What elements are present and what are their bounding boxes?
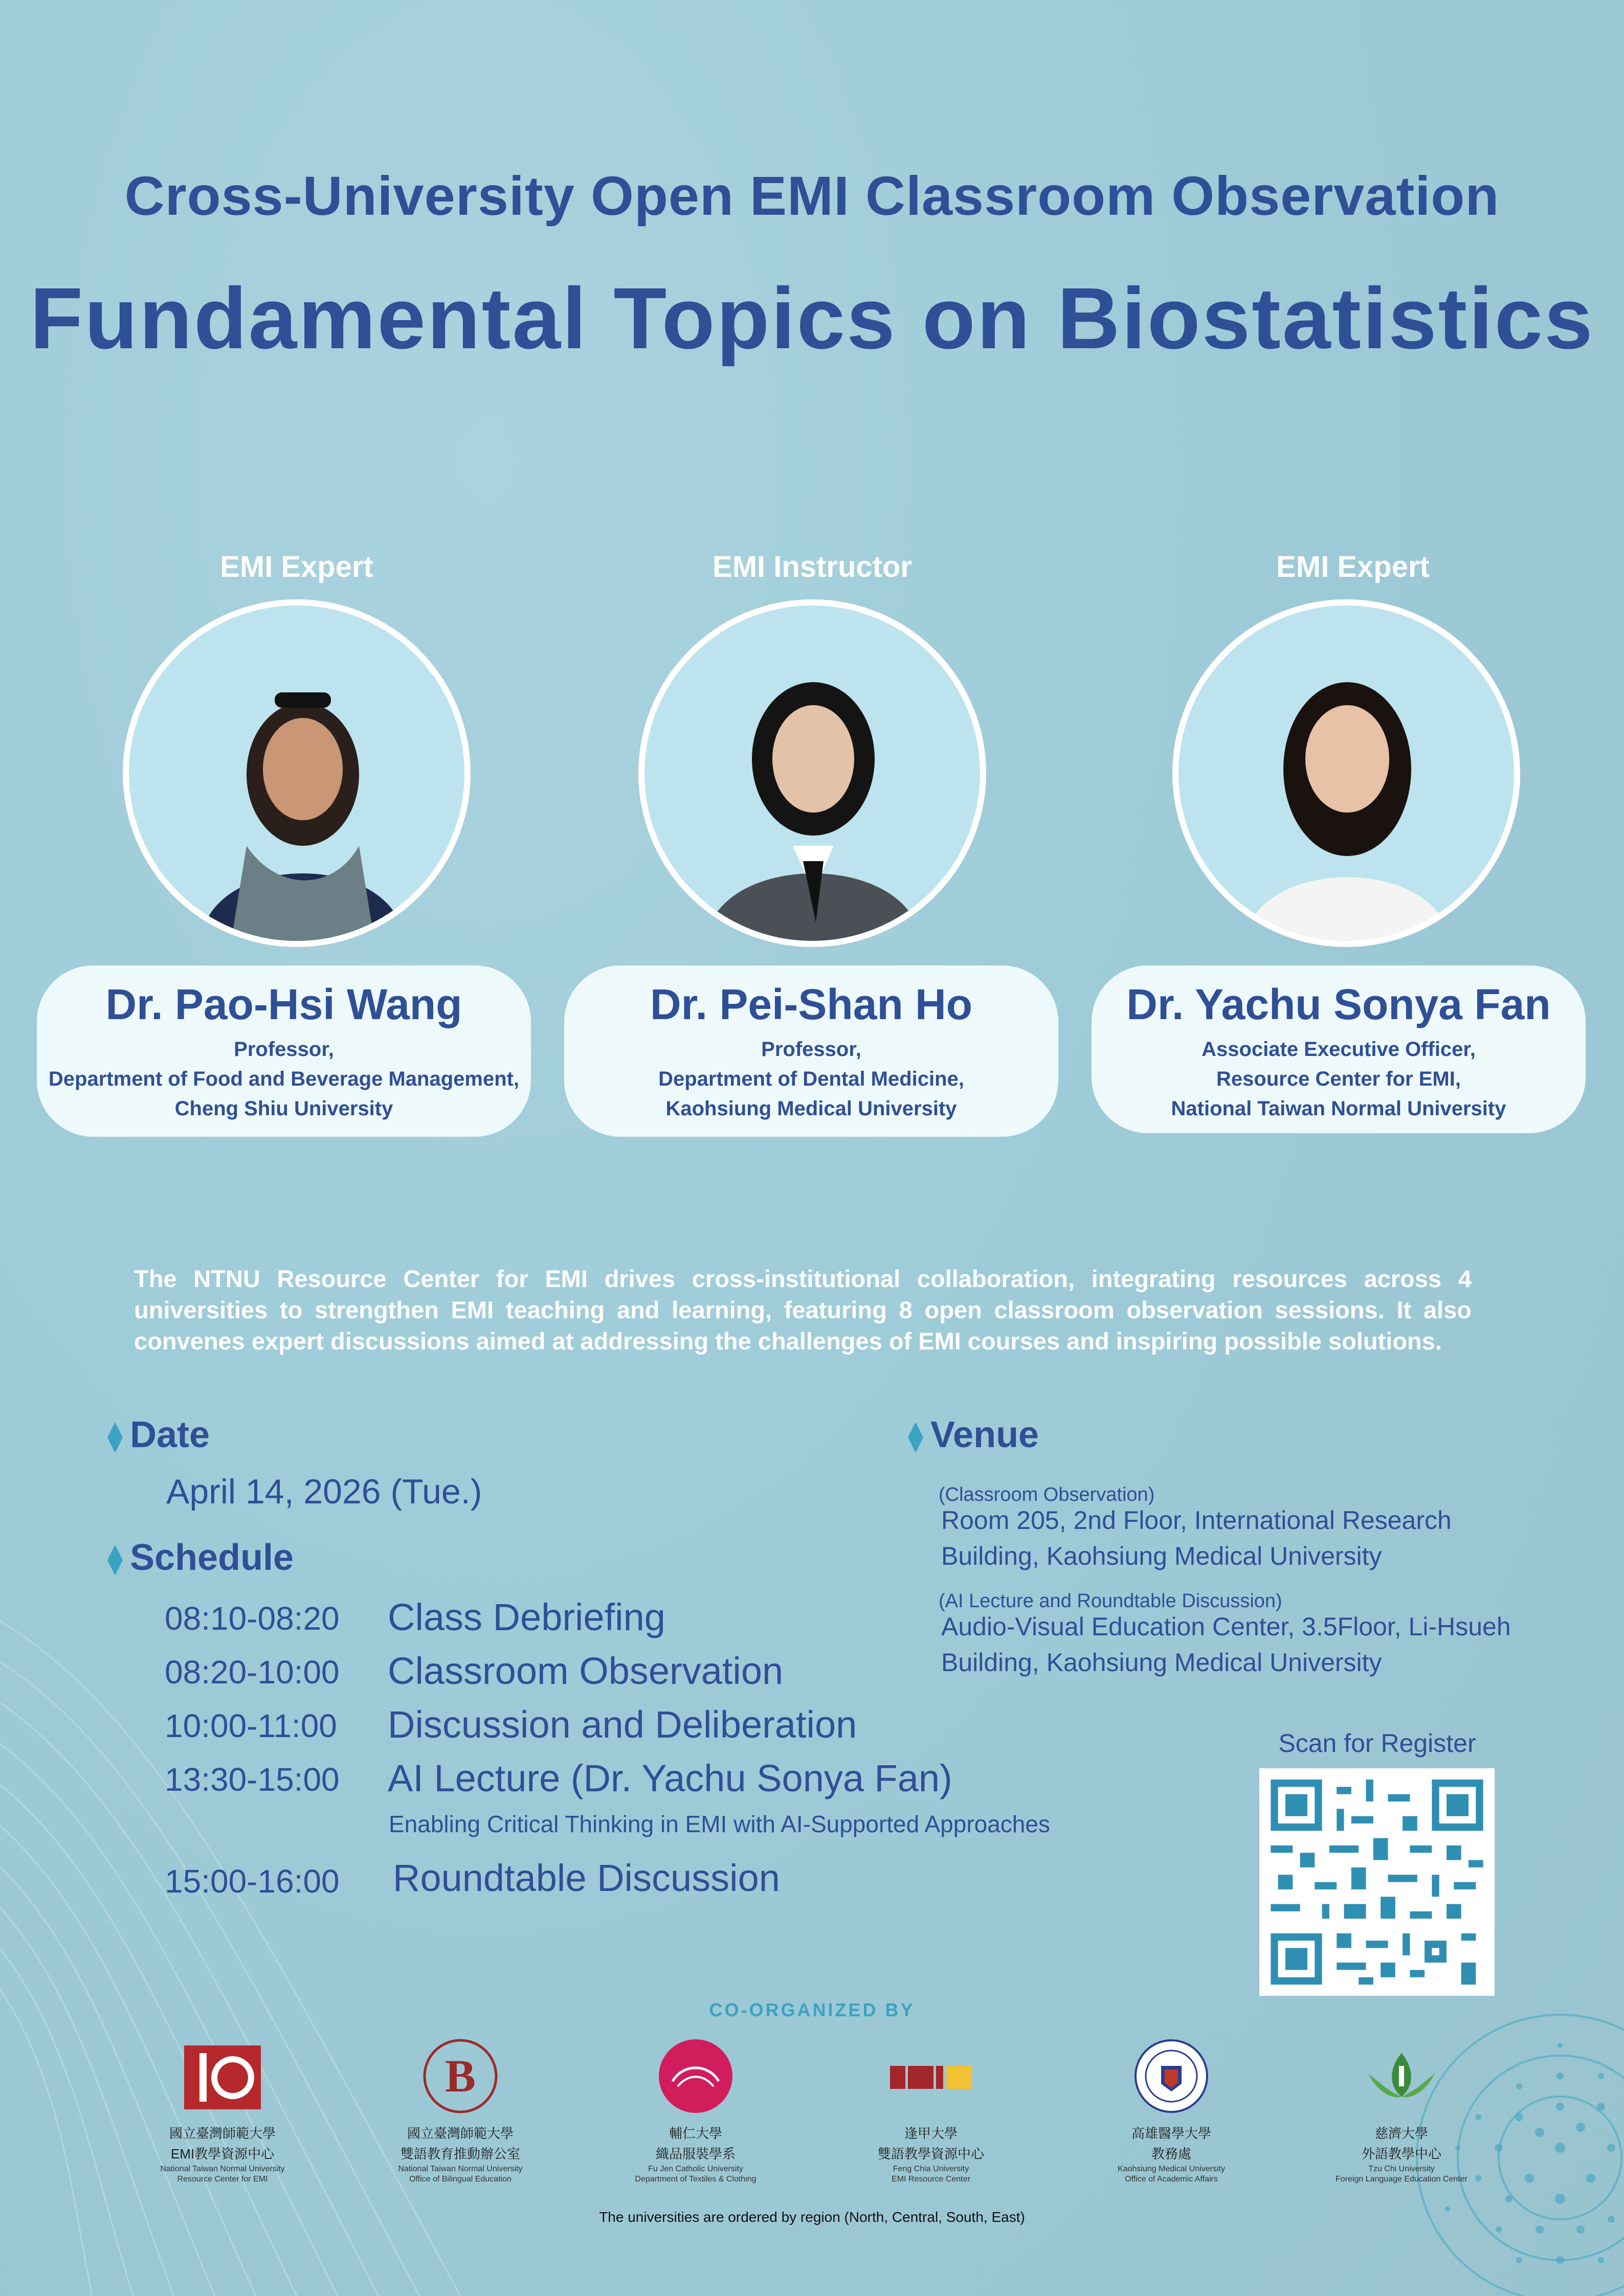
- org-2-zh-name: 國立臺灣師範大學: [407, 2126, 514, 2141]
- org-2-en-name: National Taiwan Normal University: [398, 2165, 523, 2173]
- org-5-zh-name: 高雄醫學大學: [1131, 2126, 1211, 2141]
- speaker-2-department: Department of Dental Medicine,: [658, 1068, 964, 1090]
- org-4: [839, 2038, 1023, 2185]
- schedule-title-1: Class Debriefing: [388, 1596, 665, 1638]
- date-value: April 14, 2026 (Tue.): [166, 1472, 482, 1511]
- org-1-zh-unit: EMI教學資源中心: [170, 2146, 275, 2162]
- org-4-zh-name: 逢甲大學: [904, 2126, 958, 2141]
- venue-1-line-1: Room 205, 2nd Floor, International Research: [941, 1506, 1452, 1535]
- fju-textiles-logo-icon: [652, 2038, 739, 2114]
- org-1-zh-name: 國立臺灣師範大學: [169, 2126, 276, 2141]
- speaker-2-title: Professor,: [761, 1038, 861, 1061]
- venue-2-line-1: Audio-Visual Education Center, 3.5Floor, Li-Hsueh: [941, 1612, 1511, 1641]
- schedule-heading: [107, 1537, 294, 1579]
- org-2-en-unit: Office of Bilingual Education: [409, 2175, 511, 2184]
- person-icon: [1178, 605, 1514, 941]
- org-6-en-unit: Foreign Language Education Center: [1336, 2175, 1467, 2184]
- speaker-3-title: Associate Executive Officer,: [1202, 1038, 1476, 1061]
- venue-heading: [908, 1414, 1039, 1456]
- register-label: Scan for Register: [1278, 1729, 1476, 1758]
- schedule-title-4: AI Lecture (Dr. Yachu Sonya Fan): [388, 1757, 952, 1799]
- speaker-2-university: Kaohsiung Medical University: [665, 1097, 957, 1120]
- org-6: [1309, 2038, 1494, 2185]
- diamond-bullet-icon: [107, 1545, 123, 1575]
- org-4-en-name: Feng Chia University: [893, 2165, 969, 2173]
- coorganizers-heading: CO-ORGANIZED BY: [709, 1999, 915, 2020]
- schedule-note-4: Enabling Critical Thinking in EMI with AI-Supported Approaches: [389, 1811, 1050, 1837]
- venue-2-address: [941, 1609, 1511, 1680]
- ntnu-bilingual-logo-icon: [417, 2038, 504, 2114]
- speaker-1-title: Professor,: [234, 1038, 334, 1061]
- event-title: Fundamental Topics on Biostatistics: [30, 270, 1594, 367]
- org-6-zh-unit: 外語教學中心: [1361, 2146, 1441, 2162]
- speaker-1-name: Dr. Pao-Hsi Wang: [105, 980, 462, 1028]
- org-2: [368, 2038, 552, 2185]
- schedule-heading-label: Schedule: [130, 1537, 294, 1578]
- venue-1-line-2: Building, Kaohsiung Medical University: [941, 1542, 1382, 1570]
- speaker-2-role: EMI Instructor: [713, 550, 912, 583]
- org-3-zh-name: 輔仁大學: [669, 2126, 722, 2141]
- speaker-2-photo: [638, 599, 986, 947]
- org-3-en-unit: Department of Textiles & Clothing: [635, 2175, 757, 2184]
- schedule-title-5: Roundtable Discussion: [393, 1857, 780, 1899]
- date-heading: [107, 1414, 210, 1456]
- org-2-zh-unit: 雙語教育推動辦公室: [400, 2146, 520, 2162]
- venue-2-line-2: Building, Kaohsiung Medical University: [941, 1648, 1382, 1677]
- speaker-1-role: EMI Expert: [220, 550, 373, 583]
- org-5-en-unit: Office of Academic Affairs: [1125, 2175, 1218, 2184]
- person-icon: [644, 605, 980, 941]
- org-5: [1079, 2038, 1263, 2185]
- event-subtitle: Cross-University Open EMI Classroom Observation: [124, 165, 1500, 227]
- org-5-zh-unit: 教務處: [1151, 2146, 1191, 2162]
- schedule-time-4: 13:30-15:00: [165, 1761, 340, 1798]
- org-4-zh-unit: 雙語教學資源中心: [877, 2146, 984, 2162]
- diamond-bullet-icon: [107, 1422, 123, 1453]
- org-1-en-name: National Taiwan Normal University: [160, 2165, 285, 2173]
- venue-1-tag: (Classroom Observation): [939, 1484, 1155, 1505]
- speaker-3-card: [1092, 965, 1586, 1133]
- speaker-1-photo: [123, 599, 471, 947]
- schedule-time-5: 15:00-16:00: [165, 1863, 340, 1900]
- date-heading-label: Date: [130, 1414, 210, 1455]
- fcu-emirc-logo-icon: [887, 2038, 974, 2114]
- tcu-lotus-logo-icon: [1358, 2038, 1445, 2114]
- svg-text:B: B: [444, 2051, 476, 2102]
- speaker-3-name: Dr. Yachu Sonya Fan: [1126, 980, 1551, 1028]
- speaker-1-card: [37, 965, 531, 1137]
- diamond-bullet-icon: [908, 1422, 923, 1453]
- schedule-time-1: 08:10-08:20: [165, 1600, 340, 1637]
- speaker-2-card: [564, 965, 1058, 1137]
- intro-paragraph: The NTNU Resource Center for EMI drives cross-institutional collaboration, integrating resources across 4 universities to strengthen EMI teaching and learning, featuring 8 open classroom observation sessions. It also convenes expert discussions aimed at addressing the challenges of EMI courses and inspiring possible solutions.: [134, 1265, 1472, 1355]
- register-qr-code[interactable]: [1259, 1768, 1495, 1996]
- coorganizers-footnote: The universities are ordered by region (North, Central, South, East): [599, 2209, 1025, 2225]
- venue-2-tag: (AI Lecture and Roundtable Discussion): [939, 1590, 1282, 1612]
- speaker-1-university: Cheng Shiu University: [174, 1097, 393, 1120]
- schedule-time-2: 08:20-10:00: [165, 1654, 340, 1691]
- kmu-seal-logo-icon: [1128, 2038, 1215, 2114]
- org-3-zh-unit: 織品服裝學系: [655, 2146, 736, 2162]
- qr-code-icon: [1271, 1780, 1483, 1985]
- speaker-3-department: Resource Center for EMI,: [1216, 1068, 1461, 1090]
- org-4-en-unit: EMI Resource Center: [892, 2175, 970, 2184]
- org-3: [604, 2038, 788, 2185]
- speaker-2-name: Dr. Pei-Shan Ho: [650, 980, 973, 1028]
- org-3-en-name: Fu Jen Catholic University: [648, 2165, 743, 2173]
- schedule-title-2: Classroom Observation: [388, 1650, 784, 1692]
- org-1: [130, 2038, 315, 2185]
- venue-heading-label: Venue: [930, 1414, 1039, 1455]
- schedule-title-3: Discussion and Deliberation: [388, 1703, 857, 1746]
- speaker-3-role: EMI Expert: [1276, 550, 1430, 583]
- speaker-1-department: Department of Food and Beverage Management,: [48, 1068, 520, 1090]
- org-1-en-unit: Resource Center for EMI: [177, 2175, 268, 2184]
- person-icon: [129, 605, 464, 941]
- venue-1-address: [941, 1502, 1452, 1574]
- schedule-time-3: 10:00-11:00: [165, 1707, 337, 1744]
- speaker-3-university: National Taiwan Normal University: [1171, 1097, 1506, 1120]
- speaker-3-photo: [1172, 599, 1520, 947]
- org-6-en-name: Tzu Chi University: [1368, 2165, 1435, 2173]
- ntnu-emi-logo-icon: [179, 2038, 266, 2114]
- org-5-en-name: Kaohsiung Medical University: [1118, 2165, 1225, 2173]
- org-6-zh-name: 慈濟大學: [1374, 2126, 1428, 2141]
